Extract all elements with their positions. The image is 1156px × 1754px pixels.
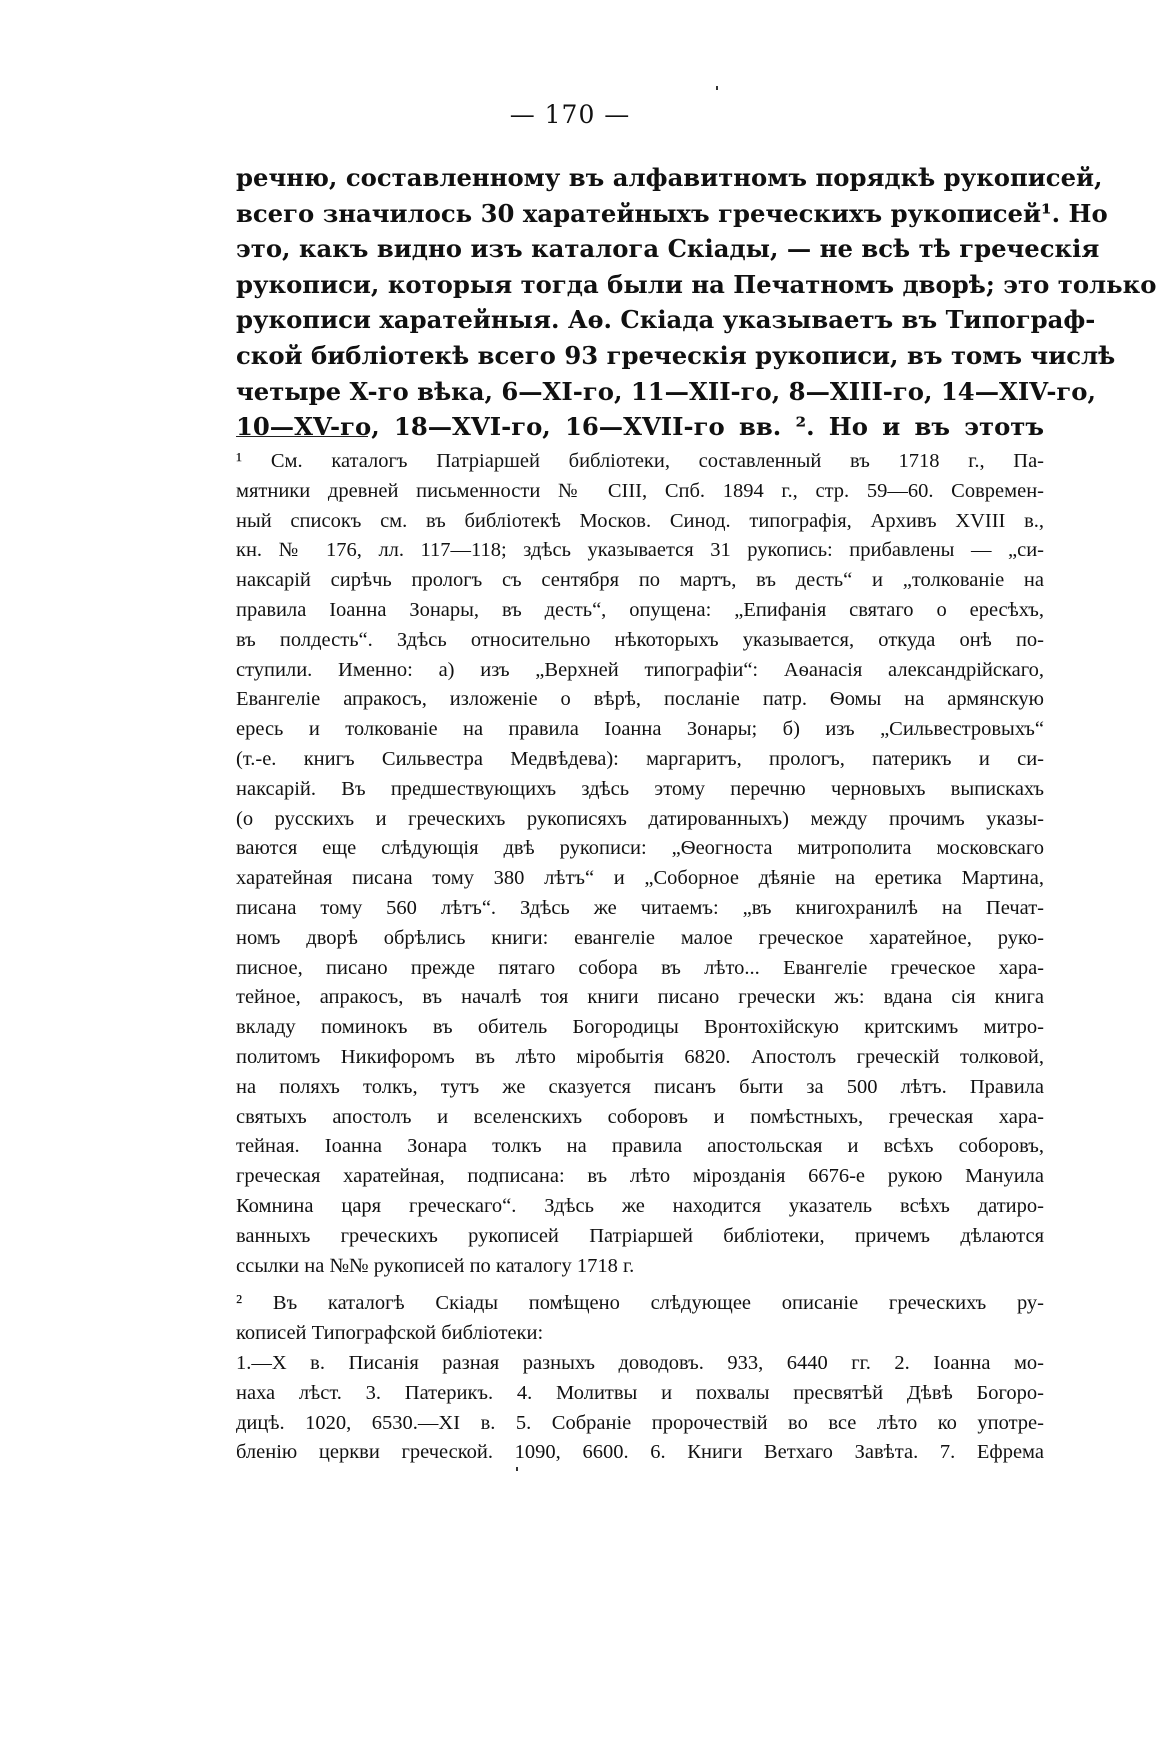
main-text-line: всего значилось 30 харатейныхъ греческихъ рукописей¹. Но	[236, 198, 1108, 228]
main-text-line: это, какъ видно изъ каталога Скіады, — не всѣ тѣ греческія	[236, 234, 1100, 264]
footnote-line: наксарій сирѣчь прологъ съ сентября по мартъ, въ десть“ и „толкованіе на	[236, 569, 1044, 592]
footnote-line: Комнина царя греческаго“. Здѣсь же находится указатель всѣхъ датиро-	[236, 1194, 1044, 1217]
footnote-line: правила Іоанна Зонары, въ десть“, опущена: „Епифанія святаго о ересѣхъ,	[236, 598, 1044, 621]
footnote-line: ваются еще слѣдующія двѣ рукописи: „Ѳеогноста митрополита московскаго	[236, 837, 1044, 860]
footnote-line: ересь и толкованіе на правила Іоанна Зонары; б) изъ „Сильвестровыхъ“	[236, 718, 1044, 741]
footnote-line: номъ дворѣ обрѣлись книги: евангеліе малое греческое харатейное, руко-	[236, 926, 1044, 949]
main-text-block	[236, 160, 1156, 445]
main-text-line: рукописи харатейныя. Аѳ. Скіада указываетъ въ Типограф-	[236, 305, 1096, 335]
footnote-line: 1.—X в. Писанія разная разныхъ доводовъ. 933, 6440 гг. 2. Іоанна мо-	[236, 1351, 1044, 1374]
footnote-line: Евангеліе апракосъ, изложеніе о вѣрѣ, посланіе патр. Ѳомы на армянскую	[236, 688, 1044, 711]
footnote-line: ный списокъ см. въ библіотекѣ Москов. Синод. типографія, Архивъ XVIII в.,	[236, 509, 1044, 532]
footnote-line: писное, писано прежде пятаго собора въ лѣто... Евангеліе греческое хара-	[236, 956, 1044, 979]
page-number: — 170 —	[509, 100, 631, 129]
print-speck	[716, 86, 718, 90]
footnote-line: бленію церкви греческой. 1090, 6600. 6. Книги Ветхаго Завѣта. 7. Ефрема	[236, 1441, 1044, 1464]
footnotes-block	[236, 447, 1044, 1468]
footnote-line: ступили. Именно: а) изъ „Верхней типографіи“: Аѳанасія александрійскаго,	[236, 658, 1044, 681]
footnote-line: наха лѣст. 3. Патерикъ. 4. Молитвы и похвалы пресвятѣй Дѣвѣ Богоро-	[236, 1381, 1044, 1404]
footnote-line: наксарій. Въ предшествующихъ здѣсь этому перечню черновыхъ выпискахъ	[236, 777, 1044, 800]
footnote-line: ссылки на №№ рукописей по каталогу 1718 г.	[236, 1254, 635, 1277]
footnote-line: ² Въ каталогѣ Скіады помѣщено слѣдующее описаніе греческихъ ру-	[236, 1292, 1044, 1315]
footnote-line: въ полдесть“. Здѣсь относительно нѣкоторыхъ указывается, откуда онѣ по-	[236, 628, 1044, 651]
footnote-line: греческая харатейная, подписана: въ лѣто мірозданія 6676-е рукою Мануила	[236, 1165, 1044, 1188]
footnote-line: кн. № 176, лл. 117—118; здѣсь указывается 31 рукопись: прибавлены — „си-	[236, 539, 1044, 562]
footnote-line: мятники древней письменности № CIII, Спб. 1894 г., стр. 59—60. Современ-	[236, 479, 1044, 502]
footnote-2	[236, 1289, 1044, 1468]
footnote-line: политомъ Никифоромъ въ лѣто міробытія 6820. Апостолъ греческій толковой,	[236, 1045, 1044, 1068]
main-text-line: четыре X-го вѣка, 6—XI-го, 11—XII-го, 8—XIII-го, 14—XIV-го,	[236, 376, 1096, 406]
footnote-line: (т.-е. книгъ Сильвестра Медвѣдева): маргаритъ, прологъ, патерикъ и си-	[236, 747, 1044, 770]
footnote-1	[236, 447, 1044, 1281]
footnote-line: вкладу поминокъ въ обитель Богородицы Вронтохійскую критскимъ митро-	[236, 1016, 1044, 1039]
main-text-line: речню, составленному въ алфавитномъ порядкѣ рукописей,	[236, 163, 1103, 192]
footnote-line: ¹ См. каталогъ Патріаршей библіотеки, составленный въ 1718 г., Па-	[236, 450, 1044, 472]
footnote-line: на поляхъ толкъ, тутъ же сказуется писанъ быти за 500 лѣтъ. Правила	[236, 1075, 1044, 1098]
footnote-line: тейная. Іоанна Зонара толкъ на правила апостольская и всѣхъ соборовъ,	[236, 1135, 1044, 1158]
footnote-line: (о русскихъ и греческихъ рукописяхъ датированныхъ) между прочимъ указы-	[236, 807, 1044, 830]
footnote-line: ванныхъ греческихъ рукописей Патріаршей библіотеки, причемъ дѣлаются	[236, 1224, 1044, 1247]
footnote-divider	[236, 436, 368, 437]
print-speck	[516, 1467, 518, 1471]
footnote-line: святыхъ апостолъ и вселенскихъ соборовъ и помѣстныхъ, греческая хара-	[236, 1105, 1044, 1128]
footnote-line: кописей Типографской библіотеки:	[236, 1322, 544, 1345]
footnote-gap	[236, 1281, 1044, 1289]
footnote-line: харатейная писана тому 380 лѣтъ“ и „Соборное дѣяніе на еретика Мартина,	[236, 867, 1044, 890]
footnote-line: тейное, апракосъ, въ началѣ тоя книги писано гречески жъ: вдана сія книга	[236, 986, 1044, 1009]
main-text-line: рукописи, которыя тогда были на Печатномъ дворѣ; это только	[236, 269, 1156, 299]
main-text-line: ской библіотекѣ всего 93 греческія рукописи, въ томъ числѣ	[236, 340, 1116, 370]
footnote-line: дицѣ. 1020, 6530.—XI в. 5. Собраніе пророчествій во все лѣто ко употре-	[236, 1411, 1044, 1434]
footnote-line: писана тому 560 лѣтъ“. Здѣсь же читаемъ: „въ книгохранилѣ на Печат-	[236, 896, 1044, 919]
main-text-line: 10—XV-го, 18—XVI-го, 16—XVII-го вв. ². Но и въ этотъ	[236, 412, 1044, 442]
